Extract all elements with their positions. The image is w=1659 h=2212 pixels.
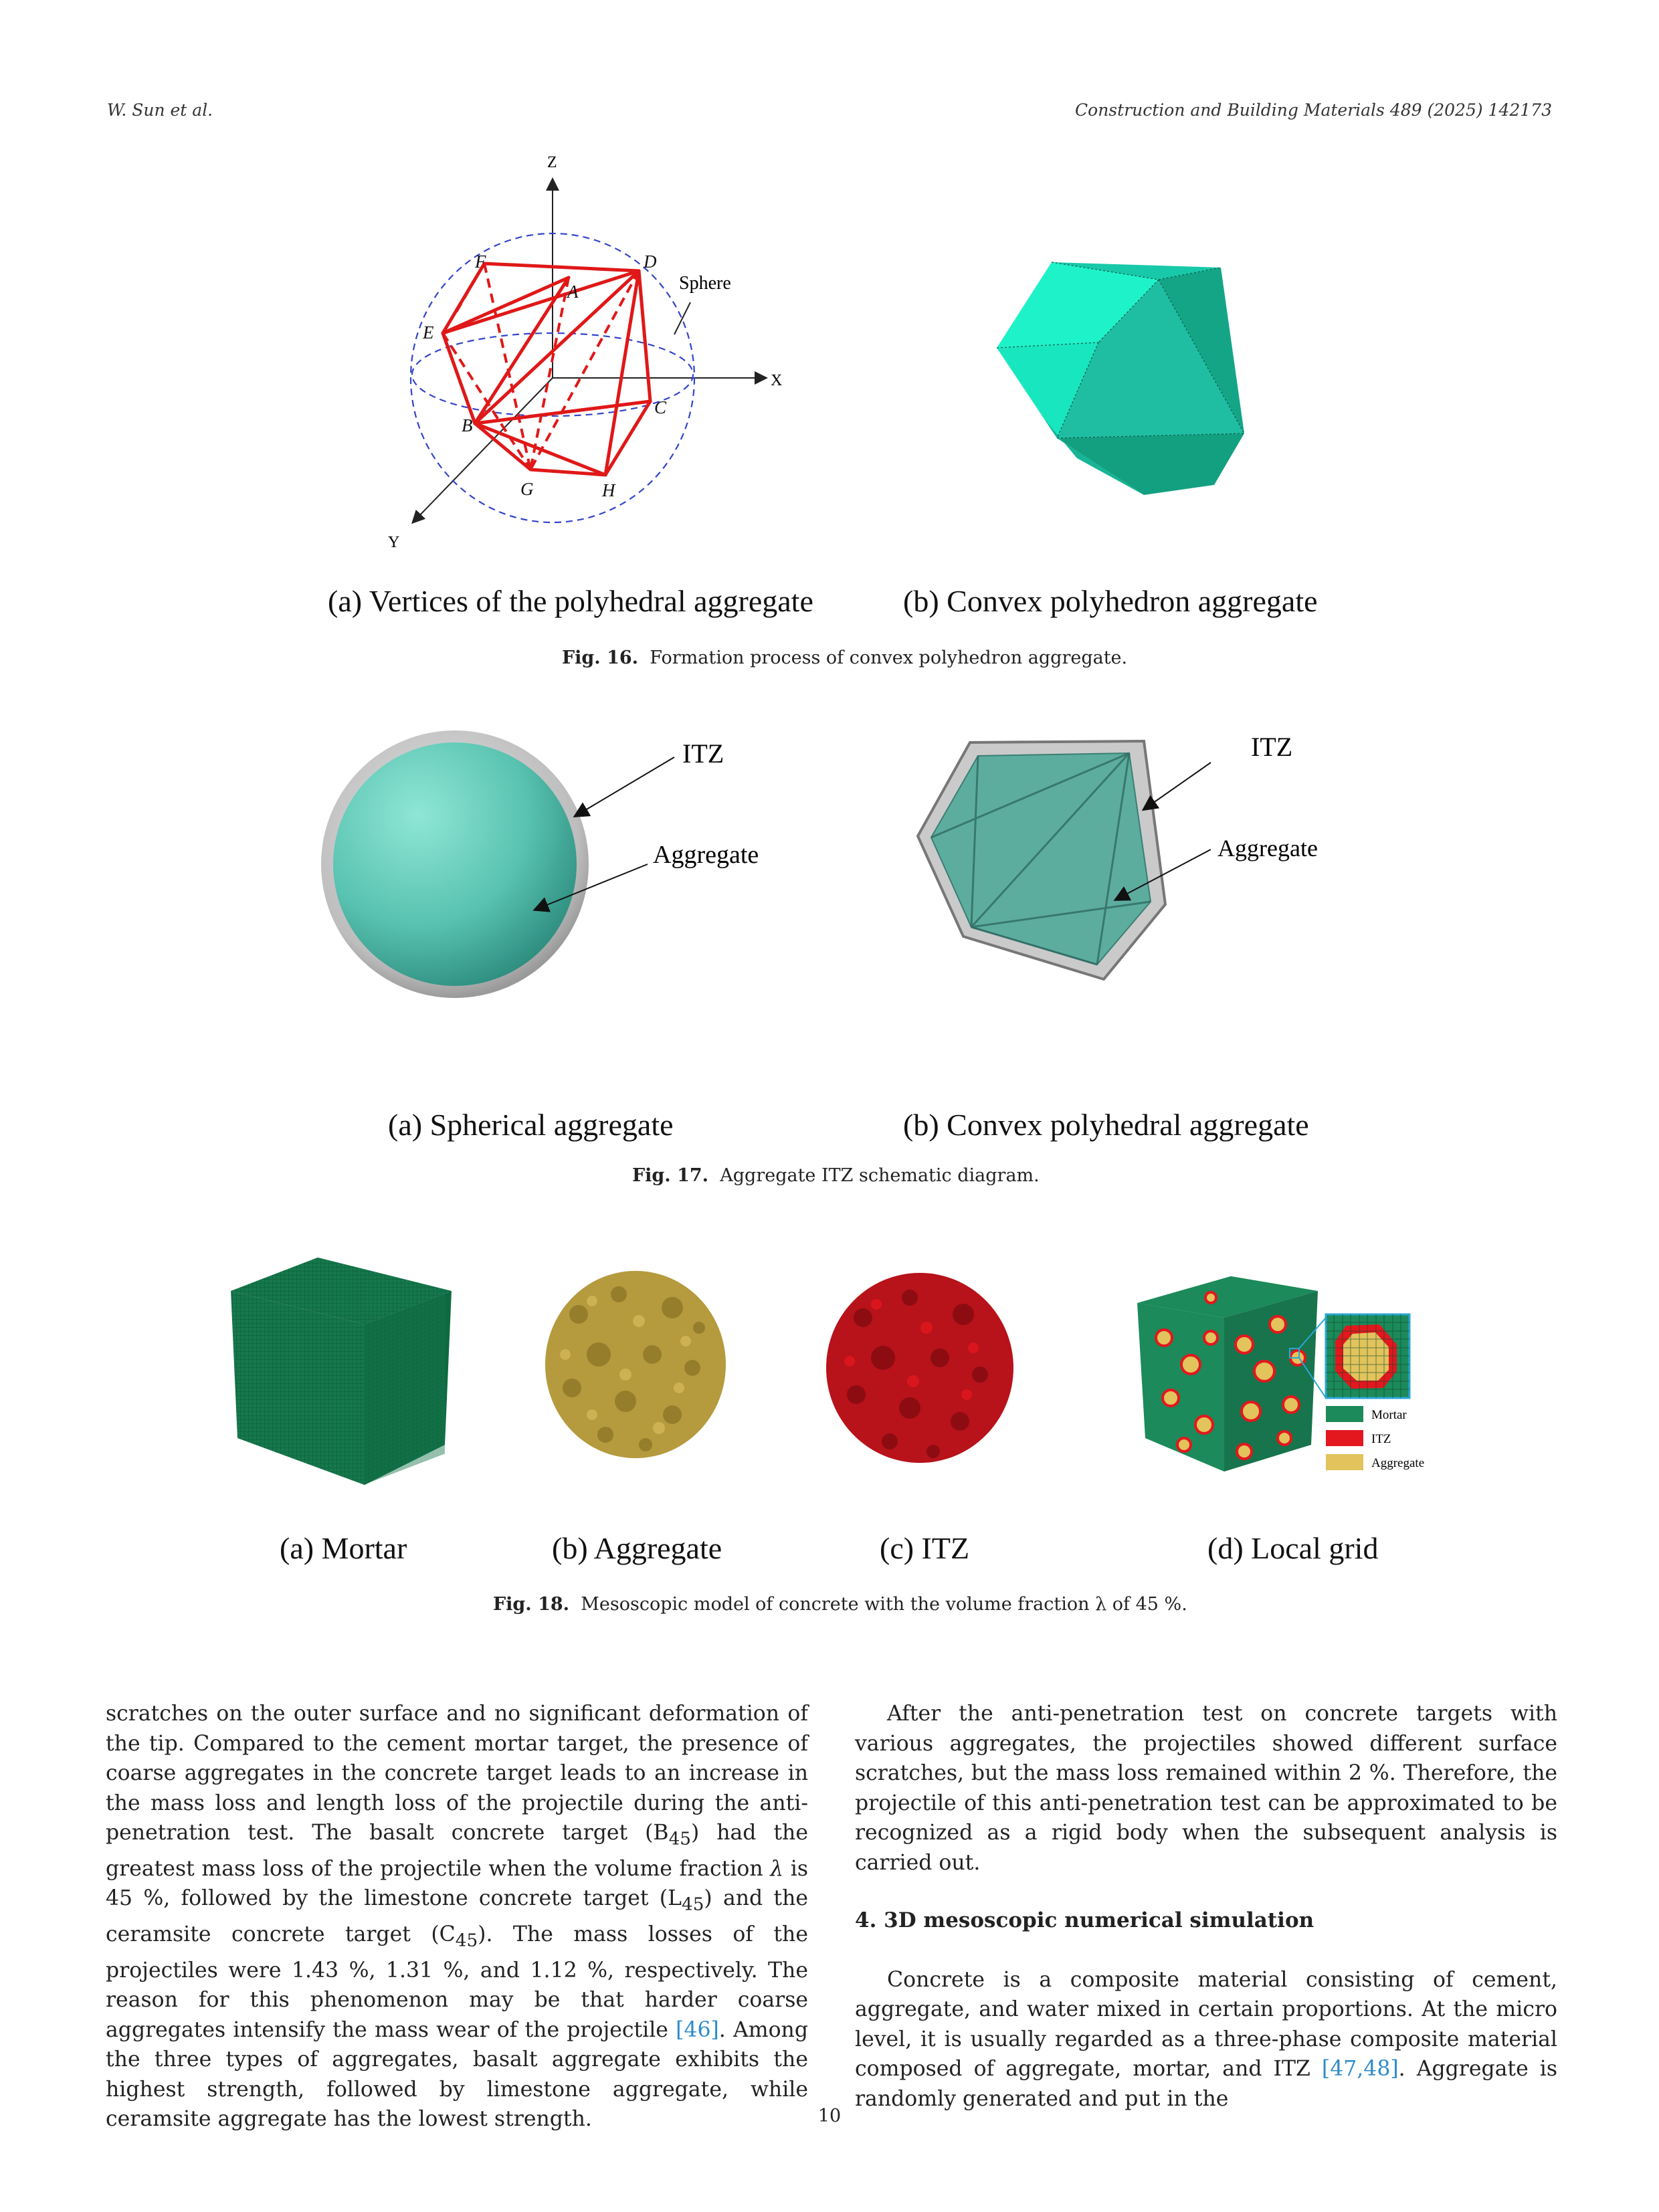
legend-swatch-mortar <box>1326 1406 1363 1422</box>
fig16-convex-polyhedron <box>983 254 1264 508</box>
fig18-mortar-cube <box>224 1251 465 1492</box>
fig16-vertices-diagram <box>375 147 789 562</box>
sphere-label: Sphere <box>679 273 731 294</box>
cube-front-face <box>231 1291 365 1485</box>
fig17-caption <box>632 1165 1040 1186</box>
polyhedron-face <box>1057 433 1244 495</box>
aggregate-sphere <box>333 742 577 986</box>
fig16-subcaption-a: (a) Vertices of the polyhedral aggregate <box>328 584 813 618</box>
fig18-aggregate-cloud <box>525 1254 746 1475</box>
fig17-caption-text: Aggregate ITZ schematic diagram. <box>720 1165 1040 1186</box>
itz-label: ITZ <box>682 738 724 769</box>
sphere-pointer <box>674 302 690 334</box>
legend-label-mortar: Mortar <box>1371 1408 1407 1422</box>
fig18-subcaption-b: (b) Aggregate <box>552 1531 722 1565</box>
polyhedron-solid-edges <box>443 264 650 475</box>
left-column <box>106 1699 808 2134</box>
fig18-itz-cloud <box>809 1258 1030 1478</box>
right-paragraph-1: After the anti-penetration test on concrete targets with various aggregates, the projectiles showed different surface scratches, but the mass loss remained within 2 %. Therefore, the projectile of this anti-penetration test can be approximated to be recognized as a rigid body when the subsequent analysis is carried out. <box>855 1702 1557 1875</box>
fig18-caption-text: Mesoscopic model of concrete with the volume fraction λ of 45 %. <box>581 1594 1187 1615</box>
aggregate-label: Aggregate <box>1217 835 1318 862</box>
running-header-authors: W. Sun et al. <box>107 100 213 120</box>
citation-link[interactable]: [46] <box>676 2017 719 2042</box>
vertex-c: C <box>654 397 667 417</box>
vertex-f: F <box>475 252 486 272</box>
right-column <box>855 1699 1557 2114</box>
fig18-subcaption-d: (d) Local grid <box>1207 1531 1379 1565</box>
z-axis-label: Z <box>547 154 557 171</box>
fig17-subcaption-b: (b) Convex polyhedral aggregate <box>903 1108 1309 1142</box>
fig17-spherical-aggregate <box>321 722 789 1003</box>
fig16-caption <box>562 647 1127 668</box>
vertex-d: D <box>644 252 657 272</box>
legend-label-aggregate: Aggregate <box>1371 1456 1425 1470</box>
fig18-caption-label: Fig. 18. <box>493 1594 570 1615</box>
running-header-journal: Construction and Building Materials 489 (2025) 142173 <box>1075 100 1552 120</box>
vertex-b: B <box>462 415 473 435</box>
legend-label-itz: ITZ <box>1371 1432 1391 1446</box>
fig18-caption <box>493 1594 1187 1615</box>
vertex-g: G <box>520 479 534 499</box>
citation-link[interactable]: [47,48] <box>1321 2057 1399 2081</box>
fig18-local-grid <box>1131 1271 1438 1485</box>
y-axis-label: Y <box>388 534 400 551</box>
fig17-subcaption-a: (a) Spherical aggregate <box>388 1108 674 1142</box>
fig16-caption-text: Formation process of convex polyhedron aggregate. <box>650 647 1128 668</box>
vertex-a: A <box>567 282 579 302</box>
fig17-caption-label: Fig. 17. <box>632 1165 709 1186</box>
fig16-caption-label: Fig. 16. <box>562 647 639 668</box>
fig18-legend <box>1326 1406 1424 1470</box>
page-number: 10 <box>817 2106 842 2126</box>
itz-label: ITZ <box>1251 732 1293 762</box>
right-paragraph-2: Concrete is a composite material consisting of cement, aggregate, and water mixed in certain proportions. At the micro level, it is usually regarded as a three-phase composite material composed of aggregate, mortar, and ITZ [47,48]. Aggregate is randomly generated and put in the <box>855 1967 1557 2111</box>
fig18-subcaption-c: (c) ITZ <box>880 1531 970 1565</box>
vertex-e: E <box>423 322 434 342</box>
aggregate-label: Aggregate <box>653 841 759 869</box>
fig18-subcaption-a: (a) Mortar <box>280 1531 407 1565</box>
vertex-h: H <box>602 480 615 500</box>
itz-pointer <box>1144 763 1211 809</box>
polyhedron-hidden-edges <box>443 264 639 470</box>
fig17-polyhedral-aggregate <box>903 729 1371 997</box>
zoom-grid-inset <box>1326 1314 1409 1398</box>
legend-swatch-itz <box>1326 1430 1363 1446</box>
legend-swatch-aggregate <box>1326 1454 1363 1470</box>
fig16-subcaption-b: (b) Convex polyhedron aggregate <box>903 584 1318 618</box>
section-heading: 4. 3D mesoscopic numerical simulation <box>855 1908 1314 1932</box>
left-paragraph: scratches on the outer surface and no significant deformation of the tip. Compared to the cement mortar target, the presence of coarse aggregates in the concrete target leads to an increase in the mass loss and length loss of the projectile during the anti-penetration test. The basalt concrete target $(B_{45})$ had the greatest mass loss of the projectile when the volume fraction λ is 45 %, followed by the limestone concrete target $(L_{45})$ and the ceramsite concrete target $(C_{45})$. The mass losses of the projectiles were 1.43 %, 1.31 %, and 1.12 %, respectively. The reason for this phenomenon may be that harder coarse aggregates intensify the mass wear of the projectile [46]. Among the three types of aggregates, basalt aggregate exhibits the highest strength, followed by limestone aggregate, while ceramsite aggregate has the lowest strength. <box>106 1702 808 2132</box>
itz-pointer <box>575 757 674 816</box>
x-axis-label: X <box>771 372 783 389</box>
